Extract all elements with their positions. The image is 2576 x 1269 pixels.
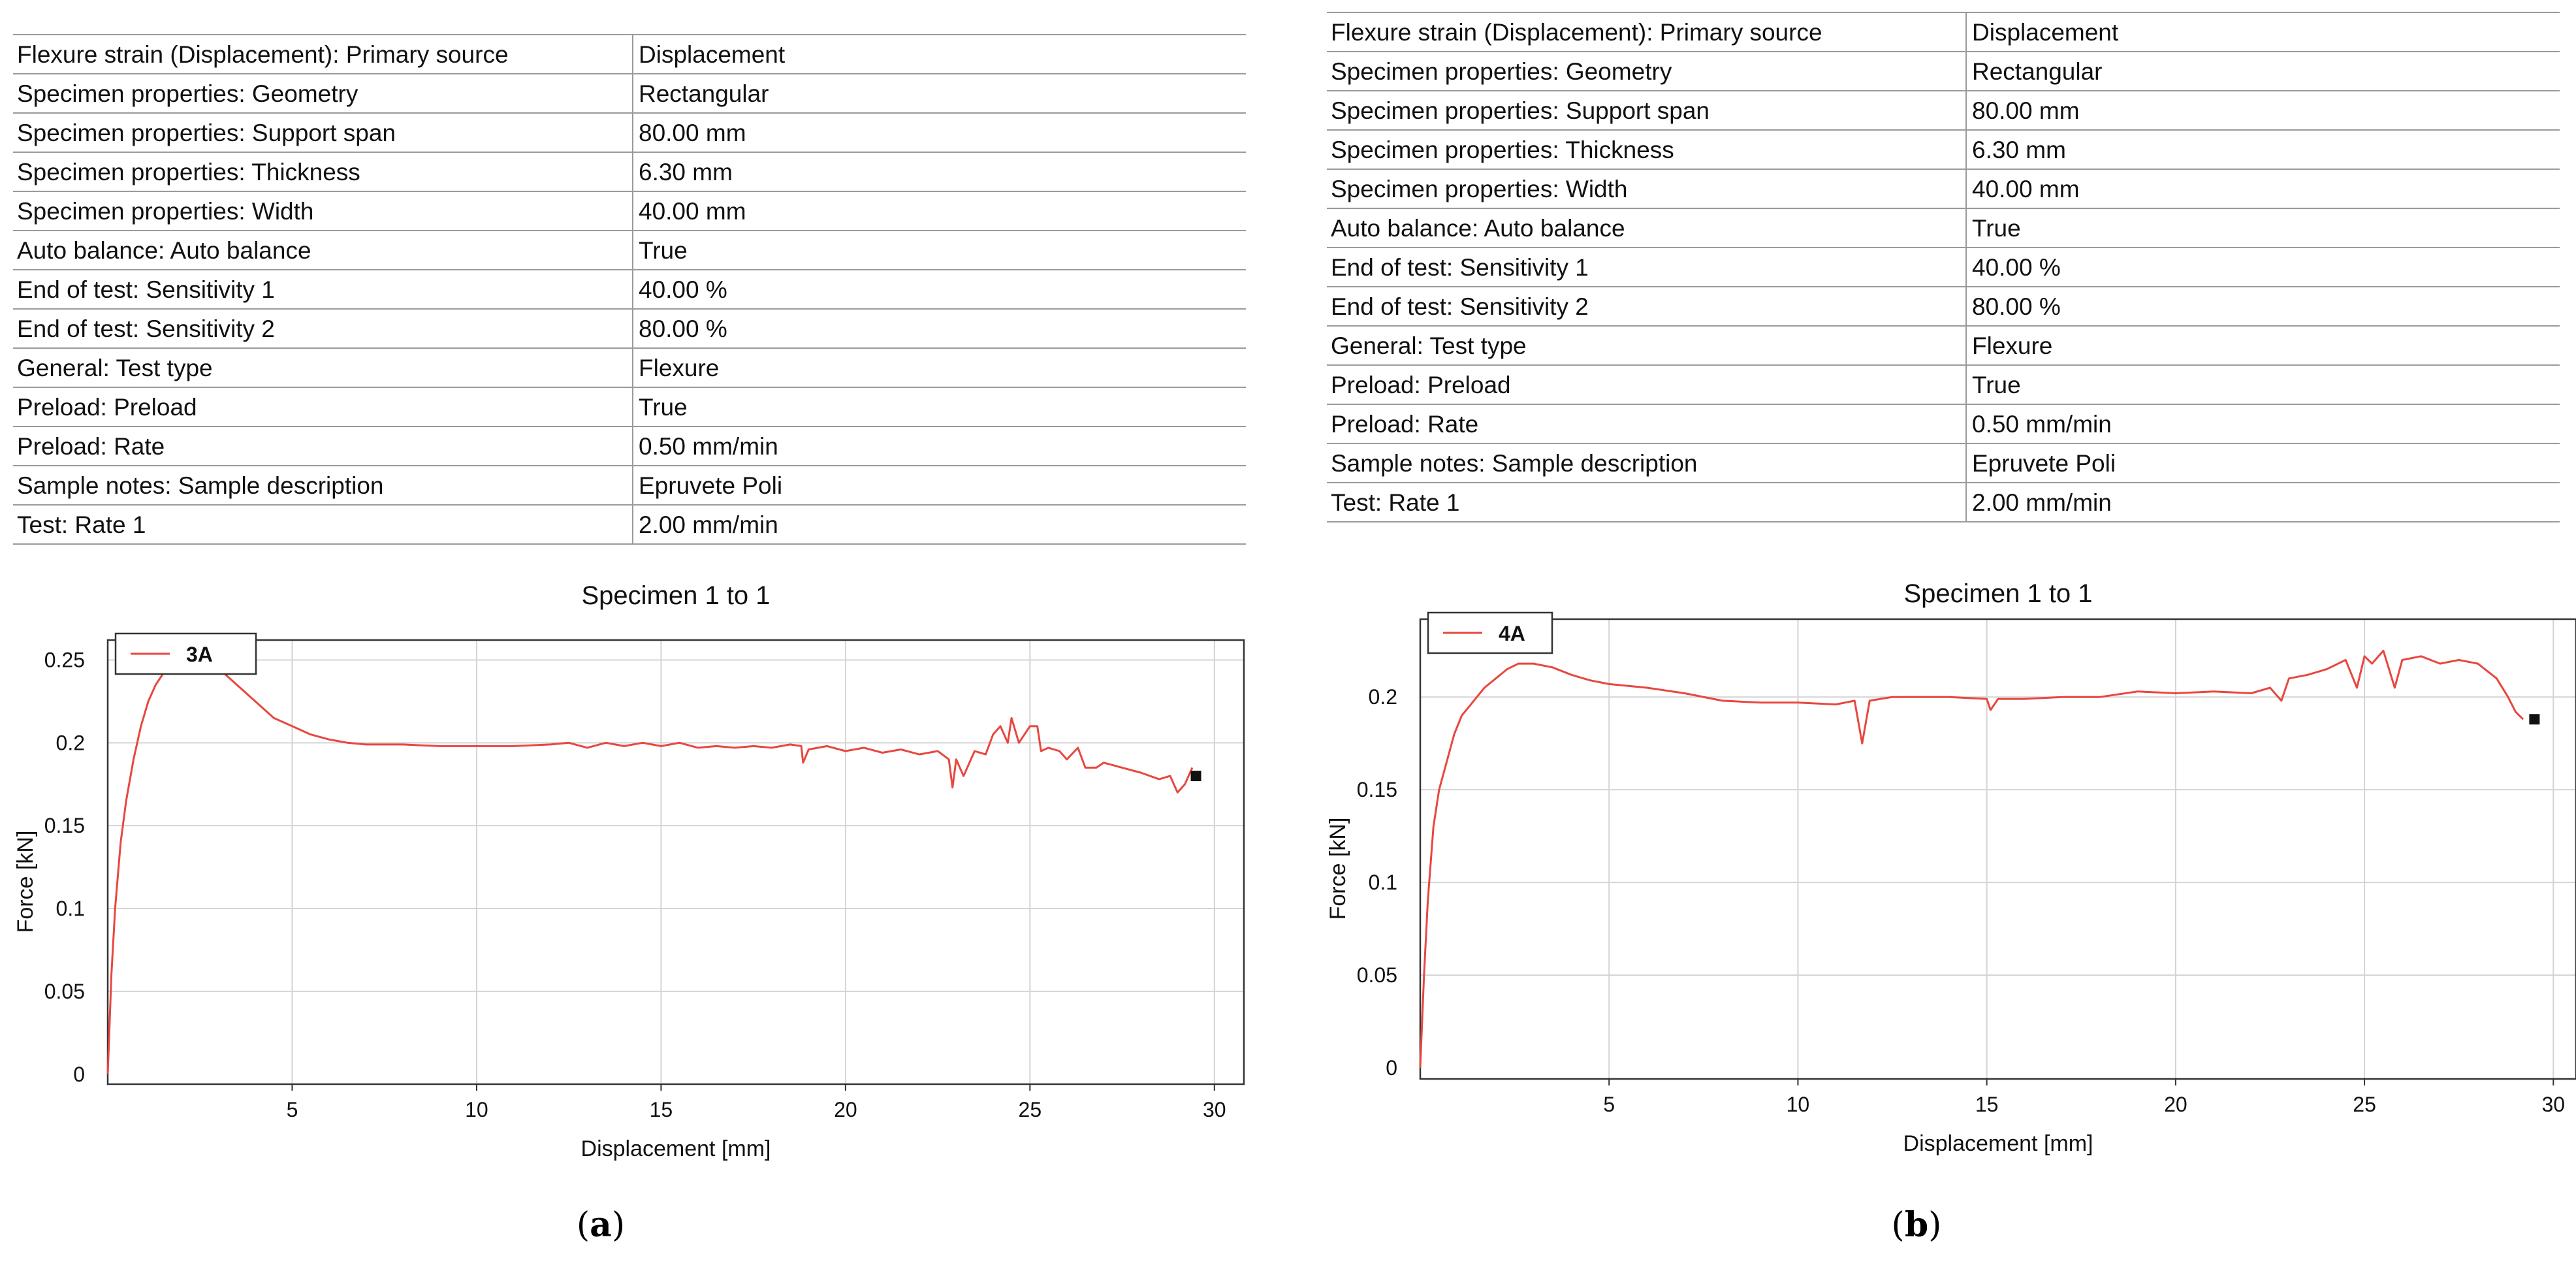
property-value: Rectangular bbox=[1966, 52, 2560, 91]
property-value: True bbox=[633, 387, 1246, 426]
property-value: Rectangular bbox=[633, 74, 1246, 113]
property-name: End of test: Sensitivity 2 bbox=[13, 309, 633, 348]
property-row bbox=[13, 348, 1246, 387]
property-value: 40.00 mm bbox=[1966, 169, 2560, 208]
x-tick-label: 5 bbox=[1603, 1093, 1615, 1116]
legend bbox=[116, 634, 256, 674]
property-row bbox=[13, 505, 1246, 544]
property-value: 40.00 mm bbox=[633, 191, 1246, 231]
chart-a bbox=[0, 575, 1280, 1163]
property-row bbox=[1327, 365, 2560, 404]
property-row bbox=[13, 191, 1246, 231]
property-row bbox=[13, 309, 1246, 348]
property-name: Specimen properties: Thickness bbox=[13, 152, 633, 191]
property-row bbox=[1327, 208, 2560, 248]
property-row bbox=[1327, 483, 2560, 522]
panel-b bbox=[1319, 0, 2576, 1269]
property-value: 0.50 mm/min bbox=[633, 426, 1246, 466]
property-row bbox=[13, 231, 1246, 270]
legend-label: 3A bbox=[186, 643, 213, 666]
property-row bbox=[13, 74, 1246, 113]
x-tick-label: 10 bbox=[465, 1098, 488, 1121]
y-tick-label: 0.15 bbox=[1356, 778, 1397, 802]
y-tick-label: 0 bbox=[73, 1062, 85, 1086]
property-value: 2.00 mm/min bbox=[1966, 483, 2560, 522]
y-tick-label: 0.1 bbox=[1368, 871, 1397, 895]
y-tick-label: 0 bbox=[1386, 1055, 1397, 1080]
end-of-test-marker bbox=[2529, 714, 2539, 724]
panel-label-b-letter: b bbox=[1904, 1205, 1929, 1245]
property-name: End of test: Sensitivity 1 bbox=[1327, 248, 1966, 287]
properties-table-a-body bbox=[13, 35, 1246, 544]
property-row bbox=[13, 270, 1246, 309]
properties-table-a bbox=[13, 34, 1246, 545]
property-value: True bbox=[1966, 208, 2560, 248]
property-name: Preload: Rate bbox=[1327, 404, 1966, 443]
property-row bbox=[13, 387, 1246, 426]
property-row bbox=[1327, 404, 2560, 443]
x-tick-label: 30 bbox=[1203, 1098, 1226, 1121]
property-row bbox=[1327, 326, 2560, 365]
x-tick-label: 15 bbox=[1975, 1093, 1999, 1116]
property-name: Specimen properties: Geometry bbox=[1327, 52, 1966, 91]
x-tick-label: 25 bbox=[2353, 1093, 2376, 1116]
property-row bbox=[1327, 12, 2560, 52]
property-name: Auto balance: Auto balance bbox=[13, 231, 633, 270]
x-tick-label: 20 bbox=[2164, 1093, 2187, 1116]
property-value: 6.30 mm bbox=[633, 152, 1246, 191]
property-row bbox=[13, 152, 1246, 191]
property-name: Sample notes: Sample description bbox=[1327, 443, 1966, 483]
property-row bbox=[1327, 248, 2560, 287]
chart-title: Specimen 1 to 1 bbox=[1903, 579, 2093, 608]
property-row bbox=[1327, 443, 2560, 483]
property-row bbox=[13, 113, 1246, 152]
x-tick-label: 5 bbox=[286, 1098, 298, 1121]
panel-label-b-close: ) bbox=[1928, 1206, 1942, 1245]
property-name: General: Test type bbox=[13, 348, 633, 387]
property-value: 80.00 mm bbox=[1966, 91, 2560, 130]
property-row bbox=[1327, 169, 2560, 208]
property-name: Test: Rate 1 bbox=[13, 505, 633, 544]
y-tick-label: 0.2 bbox=[56, 731, 85, 755]
property-name: Specimen properties: Width bbox=[1327, 169, 1966, 208]
x-axis-label: Displacement [mm] bbox=[580, 1136, 771, 1161]
property-name: General: Test type bbox=[1327, 326, 1966, 365]
property-value: 80.00 % bbox=[1966, 287, 2560, 326]
property-row bbox=[1327, 287, 2560, 326]
property-name: Preload: Preload bbox=[13, 387, 633, 426]
property-row bbox=[13, 426, 1246, 466]
property-name: End of test: Sensitivity 1 bbox=[13, 270, 633, 309]
properties-table-b bbox=[1327, 12, 2560, 522]
y-axis-label: Force [kN] bbox=[1326, 817, 1350, 920]
property-value: True bbox=[633, 231, 1246, 270]
property-name: Preload: Rate bbox=[13, 426, 633, 466]
chart-b bbox=[1319, 568, 2576, 1156]
panel-label-a-close: ) bbox=[611, 1206, 626, 1245]
property-name: Specimen properties: Width bbox=[13, 191, 633, 231]
property-name: Specimen properties: Support span bbox=[1327, 91, 1966, 130]
y-tick-label: 0.1 bbox=[56, 897, 85, 921]
property-name: Sample notes: Sample description bbox=[13, 466, 633, 505]
property-name: Flexure strain (Displacement): Primary source bbox=[13, 35, 633, 74]
end-of-test-marker bbox=[1191, 771, 1201, 781]
panel-a bbox=[0, 0, 1280, 1269]
property-value: 0.50 mm/min bbox=[1966, 404, 2560, 443]
property-row bbox=[1327, 52, 2560, 91]
property-name: Test: Rate 1 bbox=[1327, 483, 1966, 522]
panel-label-a-letter: a bbox=[590, 1205, 612, 1245]
property-value: 40.00 % bbox=[633, 270, 1246, 309]
property-name: Preload: Preload bbox=[1327, 365, 1966, 404]
legend bbox=[1428, 613, 1552, 653]
property-value: Displacement bbox=[1966, 12, 2560, 52]
x-tick-label: 15 bbox=[649, 1098, 673, 1121]
legend-label: 4A bbox=[1499, 622, 1525, 645]
plot-frame bbox=[108, 640, 1244, 1084]
property-row bbox=[13, 466, 1246, 505]
property-value: 6.30 mm bbox=[1966, 130, 2560, 169]
property-value: 80.00 % bbox=[633, 309, 1246, 348]
property-name: Specimen properties: Thickness bbox=[1327, 130, 1966, 169]
y-tick-label: 0.05 bbox=[44, 979, 85, 1003]
property-value: 2.00 mm/min bbox=[633, 505, 1246, 544]
property-value: Displacement bbox=[633, 35, 1246, 74]
y-tick-label: 0.25 bbox=[44, 648, 85, 672]
y-tick-label: 0.05 bbox=[1356, 963, 1397, 988]
property-value: Flexure bbox=[1966, 326, 2560, 365]
property-name: Specimen properties: Geometry bbox=[13, 74, 633, 113]
chart-title: Specimen 1 to 1 bbox=[581, 581, 771, 610]
property-row bbox=[1327, 130, 2560, 169]
property-name: End of test: Sensitivity 2 bbox=[1327, 287, 1966, 326]
property-name: Auto balance: Auto balance bbox=[1327, 208, 1966, 248]
x-tick-label: 30 bbox=[2541, 1093, 2566, 1116]
property-value: 80.00 mm bbox=[633, 113, 1246, 152]
panel-label-a-open: ( bbox=[576, 1206, 590, 1245]
property-row bbox=[13, 35, 1246, 74]
y-tick-label: 0.15 bbox=[44, 814, 85, 838]
panel-label-b bbox=[1851, 1205, 1982, 1245]
x-tick-label: 10 bbox=[1786, 1093, 1810, 1116]
y-axis-label: Force [kN] bbox=[13, 830, 38, 933]
properties-table-b-body bbox=[1327, 12, 2560, 522]
x-axis-label: Displacement [mm] bbox=[1903, 1131, 2093, 1156]
series-line-4A bbox=[1420, 651, 2523, 1068]
panel-label-b-open: ( bbox=[1891, 1206, 1905, 1245]
property-value: Epruvete Poli bbox=[633, 466, 1246, 505]
y-tick-label: 0.2 bbox=[1368, 685, 1397, 709]
property-value: Epruvete Poli bbox=[1966, 443, 2560, 483]
property-value: True bbox=[1966, 365, 2560, 404]
property-value: 40.00 % bbox=[1966, 248, 2560, 287]
property-name: Specimen properties: Support span bbox=[13, 113, 633, 152]
property-name: Flexure strain (Displacement): Primary source bbox=[1327, 12, 1966, 52]
x-tick-label: 20 bbox=[834, 1098, 857, 1121]
property-row bbox=[1327, 91, 2560, 130]
property-value: Flexure bbox=[633, 348, 1246, 387]
plot-frame bbox=[1420, 619, 2576, 1079]
x-tick-label: 25 bbox=[1018, 1098, 1042, 1121]
panel-label-a bbox=[535, 1205, 666, 1245]
